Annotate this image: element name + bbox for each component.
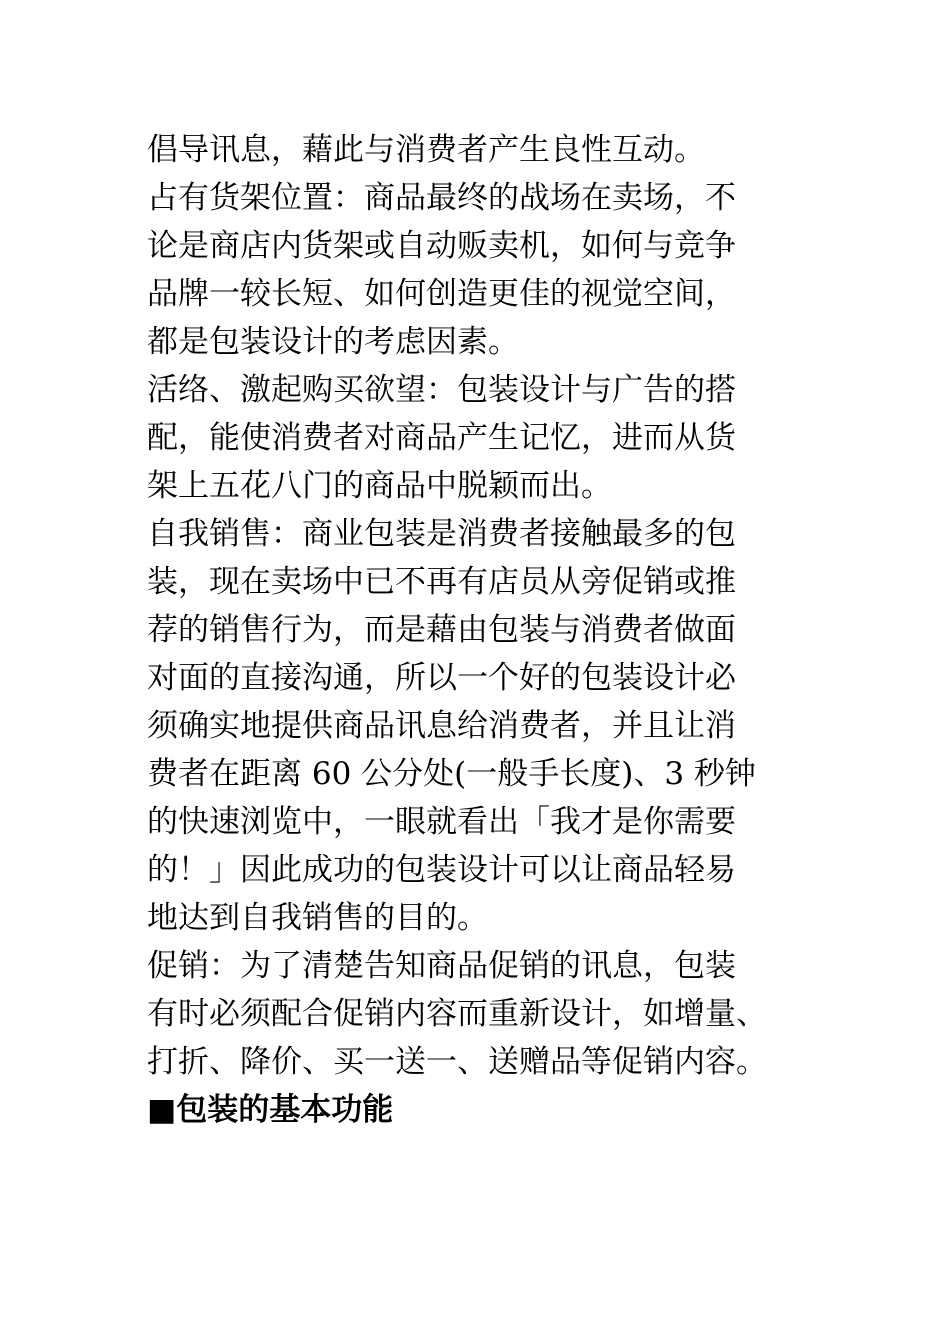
text-line: 地达到自我销售的目的。 [147,900,488,936]
text-line: 配，能使消费者对商品产生记忆，进而从货 [147,420,736,456]
section-heading: ■包装的基本功能 [147,1092,394,1128]
text-line: 论是商店内货架或自动贩卖机，如何与竞争 [147,228,736,264]
text-line: 都是包装设计的考虑因素。 [147,324,519,360]
text-line: 活络、激起购买欲望：包装设计与广告的搭 [147,372,736,408]
text-line: 促销：为了清楚告知商品促销的讯息，包装 [147,948,736,984]
text-line: 的快速浏览中，一眼就看出「我才是你需要 [147,804,736,840]
text-line: 倡导讯息，藉此与消费者产生良性互动。 [147,132,705,168]
text-line: 荐的销售行为，而是藉由包装与消费者做面 [147,612,736,648]
text-line: 打折、降价、买一送一、送赠品等促销内容。 [147,1044,767,1080]
text-line: 自我销售：商业包装是消费者接触最多的包 [147,516,736,552]
text-line: 占有货架位置：商品最终的战场在卖场，不 [147,180,736,216]
document-body [147,126,847,1134]
text-line: 架上五花八门的商品中脱颖而出。 [147,468,612,504]
text-line: 须确实地提供商品讯息给消费者，并且让消 [147,708,736,744]
text-line: 品牌一较长短、如何创造更佳的视觉空间， [147,276,736,312]
text-line: 装，现在卖场中已不再有店员从旁促销或推 [147,564,736,600]
text-line: 的！」因此成功的包装设计可以让商品轻易 [147,852,736,888]
text-line: 有时必须配合促销内容而重新设计，如增量、 [147,996,767,1032]
text-line: 对面的直接沟通，所以一个好的包装设计必 [147,660,736,696]
text-line: 费者在距离 60 公分处(一般手长度)、3 秒钟 [147,756,756,792]
